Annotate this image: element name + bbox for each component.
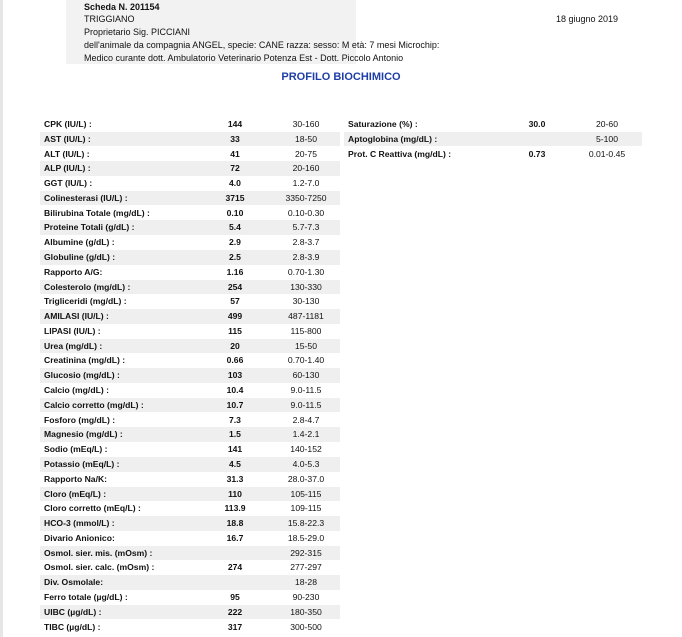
reference-range: 15-50 [295,340,317,351]
test-value: 4.5 [229,458,241,469]
reference-range: 30-130 [292,296,320,307]
test-name: Creatinina (mg/dL) : [44,355,126,366]
owner: Proprietario Sig. PICCIANI [84,27,191,37]
reference-range: 140-152 [290,444,322,455]
result-row [40,413,340,428]
reference-range: 2.8-3.9 [292,252,320,263]
test-name: UIBC (µg/dL) : [44,606,102,617]
reference-range: 9.0-11.5 [290,385,322,396]
test-value: 144 [227,119,243,129]
test-value: 499 [227,311,243,322]
result-row [40,531,340,546]
test-value: 31.3 [226,473,244,484]
result-row [40,487,340,502]
result-row [40,368,340,383]
test-name: Glucosio (mg/dL) : [44,370,120,381]
result-row [40,590,340,605]
reference-range: 3350-7250 [285,192,327,203]
test-name: Divario Anionico: [44,532,115,543]
test-value: 5.4 [229,222,241,233]
test-name: Magnesio (mg/dL) : [44,429,123,440]
result-row [40,250,340,265]
test-value: 4.0 [229,178,241,189]
reference-range: 18-50 [295,133,317,144]
result-row [40,457,340,472]
reference-range: 1.2-7.0 [292,178,320,189]
reference-range: 0.70-1.40 [287,355,325,366]
result-row [40,560,340,575]
test-value: 33 [230,133,240,144]
test-name: CPK (IU/L) : [44,119,92,129]
result-row [40,176,340,191]
test-name: Urea (mg/dL) : [44,340,103,351]
test-name: Rapporto A/G: [44,266,103,277]
result-row [40,265,340,280]
reference-range: 2.8-3.7 [292,237,320,248]
result-row [40,206,340,221]
test-name: Bilirubina Totale (mg/dL) : [44,207,150,218]
test-name: TIBC (µg/dL) : [44,621,101,632]
test-name: Albumine (g/dL) : [44,237,115,248]
test-name: Saturazione (%) : [348,119,418,129]
reference-range: 0.10-0.30 [287,207,325,218]
test-value: 141 [227,444,243,455]
animal-info: dell'animale da compagnia ANGEL, specie: CANE razza: sesso: M età: 7 mesi Microchip: [84,40,440,50]
result-row [40,575,340,590]
reference-range: 0.70-1.30 [287,266,325,277]
test-name: Cloro (mEq/L) : [44,488,107,499]
result-row [40,161,340,176]
test-value: 274 [227,562,243,573]
test-name: Ferro totale (µg/dL) : [44,591,128,602]
test-value: 1.5 [229,429,241,440]
reference-range: 90-230 [292,591,320,602]
reference-range: 487-1181 [288,311,324,322]
test-value: 20 [230,340,240,351]
test-name: Osmol. sier. mis. (mOsm) : [44,547,153,558]
test-name: ALT (IU/L) : [44,148,90,159]
reference-range: 30-160 [292,119,320,129]
test-value: 0.66 [226,355,244,366]
test-name: Trigliceridi (mg/dL) : [44,296,127,307]
test-name: Osmol. sier. calc. (mOsm) : [44,562,155,573]
test-value: 10.7 [226,399,244,410]
test-value: 0.73 [528,148,546,159]
page-edge [0,0,3,637]
result-row [40,442,340,457]
result-row [40,383,340,398]
vet-info: Medico curante dott. Ambulatorio Veterinario Potenza Est - Dott. Piccolo Antonio [84,53,404,63]
test-name: Calcio corretto (mg/dL) : [44,399,144,410]
test-value: 2.9 [229,237,241,248]
test-name: AST (IU/L) : [44,133,91,144]
reference-range: 300-500 [290,621,322,632]
reference-range: 5.7-7.3 [292,222,320,233]
test-value: 103 [227,370,243,381]
reference-range: 4.0-5.3 [292,458,320,469]
reference-range: 28.0-37.0 [287,473,325,484]
test-value: 0.10 [226,207,244,218]
reference-range: 292-315 [290,547,322,558]
test-value: 1.16 [226,266,244,277]
city: TRIGGIANO [84,14,135,24]
test-value: 115 [228,325,242,336]
test-value: 7.3 [229,414,241,425]
test-name: Aptoglobina (mg/dL) : [348,133,438,144]
test-value: 16.7 [226,532,244,543]
test-name: ALP (IU/L) : [44,163,91,174]
reference-range: 5-100 [596,133,618,144]
test-value: 3715 [225,192,245,203]
test-value: 113.9 [224,503,246,514]
reference-range: 105-115 [290,488,322,499]
reference-range: 9.0-11.5 [290,399,322,410]
test-name: Colinesterasi (IU/L) : [44,192,128,203]
test-name: Potassio (mEq/L) : [44,458,120,469]
result-row [344,147,642,162]
result-row [40,191,340,206]
test-value: 254 [227,281,243,292]
test-name: Fosforo (mg/dL) : [44,414,116,425]
test-value: 30.0 [528,119,546,129]
result-row [40,309,340,324]
result-row [40,427,340,442]
report-date: 18 giugno 2019 [556,14,619,24]
test-value: 110 [228,488,242,499]
result-row [40,117,340,132]
result-row [40,620,340,635]
test-value: 57 [230,296,240,307]
result-row [40,472,340,487]
result-row [344,132,642,147]
test-value: 2.5 [229,252,241,263]
reference-range: 20-75 [295,148,317,159]
test-name: Globuline (g/dL) : [44,252,116,263]
result-row [40,516,340,531]
reference-range: 20-160 [292,163,320,174]
result-row [40,353,340,368]
reference-range: 18-28 [295,577,317,588]
reference-range: 0.01-0.45 [588,148,626,159]
result-row [40,501,340,516]
reference-range: 18.5-29.0 [287,532,325,543]
section-title: PROFILO BIOCHIMICO [281,71,401,83]
reference-range: 109-115 [290,503,322,514]
test-name: Colesterolo (mg/dL) : [44,281,131,292]
result-row [40,324,340,339]
test-value: 317 [227,621,243,632]
result-row [40,147,340,162]
test-name: Proteine Totali (g/dL) : [44,222,135,233]
test-name: Cloro corretto (mEq/L) : [44,503,141,514]
reference-range: 180-350 [290,606,322,617]
test-value: 222 [227,606,243,617]
test-name: LIPASI (IU/L) : [44,325,101,336]
test-name: Prot. C Reattiva (mg/dL) : [348,148,452,159]
test-name: GGT (IU/L) : [44,178,93,189]
test-name: HCO-3 (mmol/L) : [44,518,115,529]
test-name: AMILASI (IU/L) : [44,311,109,322]
result-row [40,220,340,235]
result-row [40,398,340,413]
result-row [40,235,340,250]
result-row [40,546,340,561]
result-row [344,117,642,132]
reference-range: 15.8-22.3 [287,518,325,529]
test-name: Div. Osmolale: [44,577,104,588]
test-name: Sodio (mEq/L) : [44,444,108,455]
reference-range: 115-800 [290,325,322,336]
reference-range: 60-130 [292,370,320,381]
reference-range: 2.8-4.7 [292,414,320,425]
result-row [40,132,340,147]
test-value: 10.4 [226,385,244,396]
reference-range: 277-297 [290,562,322,573]
result-row [40,294,340,309]
result-row [40,280,340,295]
reference-range: 1.4-2.1 [292,429,320,440]
result-row [40,339,340,354]
scheda-number: Scheda N. 201154 [84,2,160,12]
result-row [40,605,340,620]
test-value: 72 [230,163,240,174]
test-value: 41 [230,148,240,159]
reference-range: 20-60 [596,119,618,129]
test-value: 18.8 [226,518,244,529]
test-value: 95 [230,591,240,602]
reference-range: 130-330 [290,281,322,292]
test-name: Calcio (mg/dL) : [44,385,109,396]
test-name: Rapporto Na/K: [44,473,108,484]
